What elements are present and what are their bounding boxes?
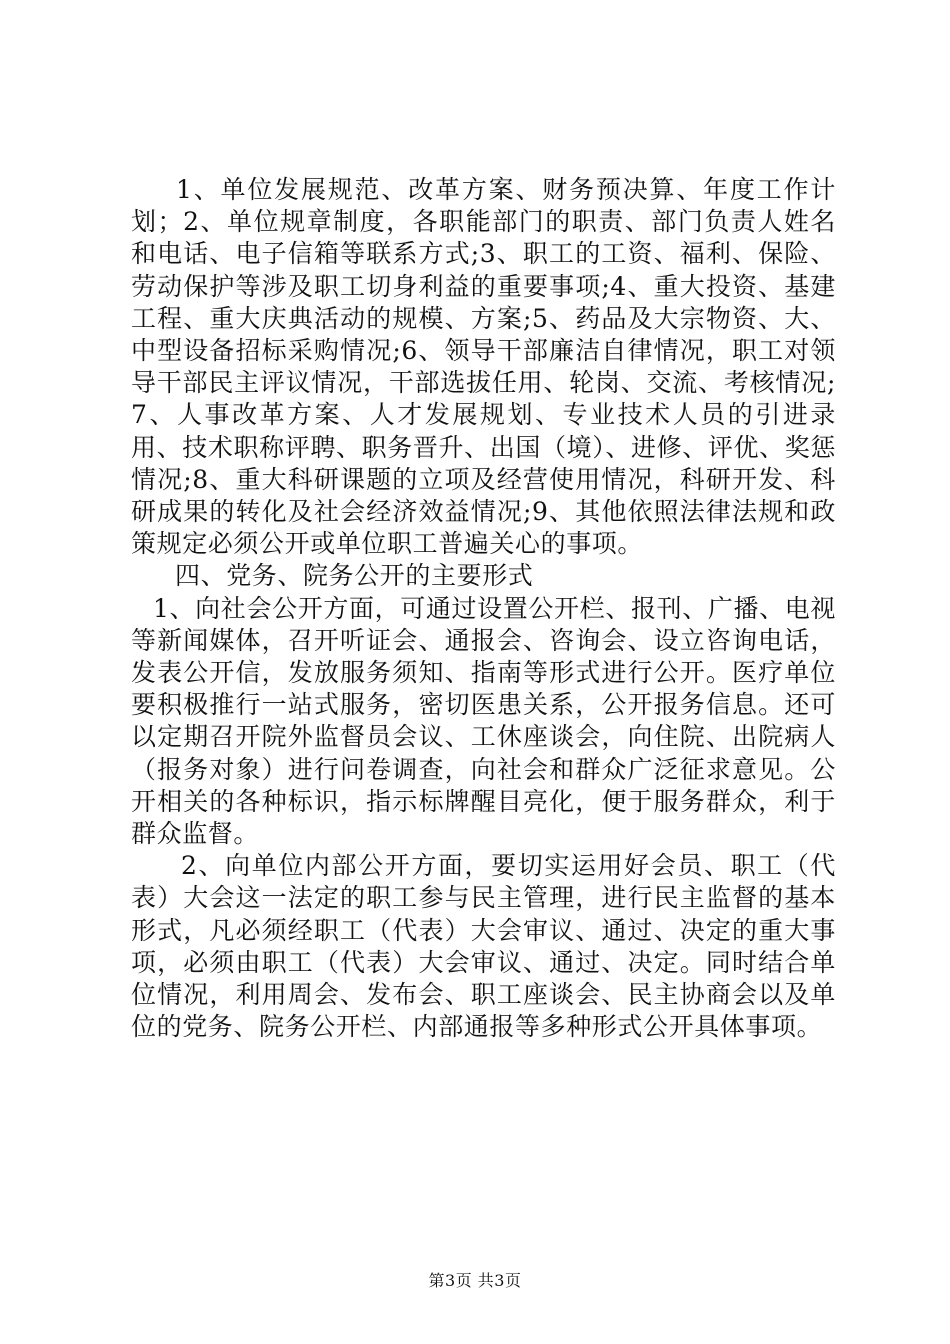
paragraph-disclosure-items: 1、单位发展规范、改革方案、财务预决算、年度工作计划；2、单位规章制度，各职能部门的职责、部门负责人姓名和电话、电子信箱等联系方式;3、职工的工资、福利、保险、劳动保护等涉及职工切身利益的重要事项;4、重大投资、基建工程、重大庆典活动的规模、方案;5、药品及大宗物资、大、中型设备招标采购情况;6、领导干部廉洁自律情况，职工对领导干部民主评议情况，干部选拔任用、轮岗、交流、考核情况;7、人事改革方案、人才发展规划、专业技术人员的引进录用、技术职称评聘、职务晋升、出国（境）、进修、评优、奖惩情况;8、重大科研课题的立项及经营使用情况，科研开发、科研成果的转化及社会经济效益情况;9、其他依照法律法规和政策规定必须公开或单位职工普遍关心的事项。 bbox=[131, 175, 836, 559]
document-body bbox=[131, 174, 836, 1043]
section-heading: 四、党务、院务公开的主要形式 bbox=[175, 561, 534, 591]
page-footer: 第3页 共3页 bbox=[428, 1271, 522, 1290]
paragraph-public-disclosure: 1、向社会公开方面，可通过设置公开栏、报刊、广播、电视等新闻媒体，召开听证会、通报会、咨询会、设立咨询电话，发表公开信，发放服务须知、指南等形式进行公开。医疗单位要积极推行一站式服务，密切医患关系，公开报务信息。还可以定期召开院外监督员会议、工休座谈会，向住院、出院病人（报务对象）进行问卷调查，向社会和群众广泛征求意见。公开相关的各种标识，指示标牌醒目亮化，便于服务群众，利于群众监督。 bbox=[131, 593, 836, 849]
paragraph-internal-disclosure: 2、向单位内部公开方面，要切实运用好会员、职工（代表）大会这一法定的职工参与民主管理，进行民主监督的基本形式，凡必须经职工（代表）大会审议、通过、决定的重大事项，必须由职工（代表）大会审议、通过、决定。同时结合单位情况，利用周会、发布会、职工座谈会、民主协商会以及单位的党务、院务公开栏、内部通报等多种形式公开具体事项。 bbox=[131, 851, 836, 1042]
